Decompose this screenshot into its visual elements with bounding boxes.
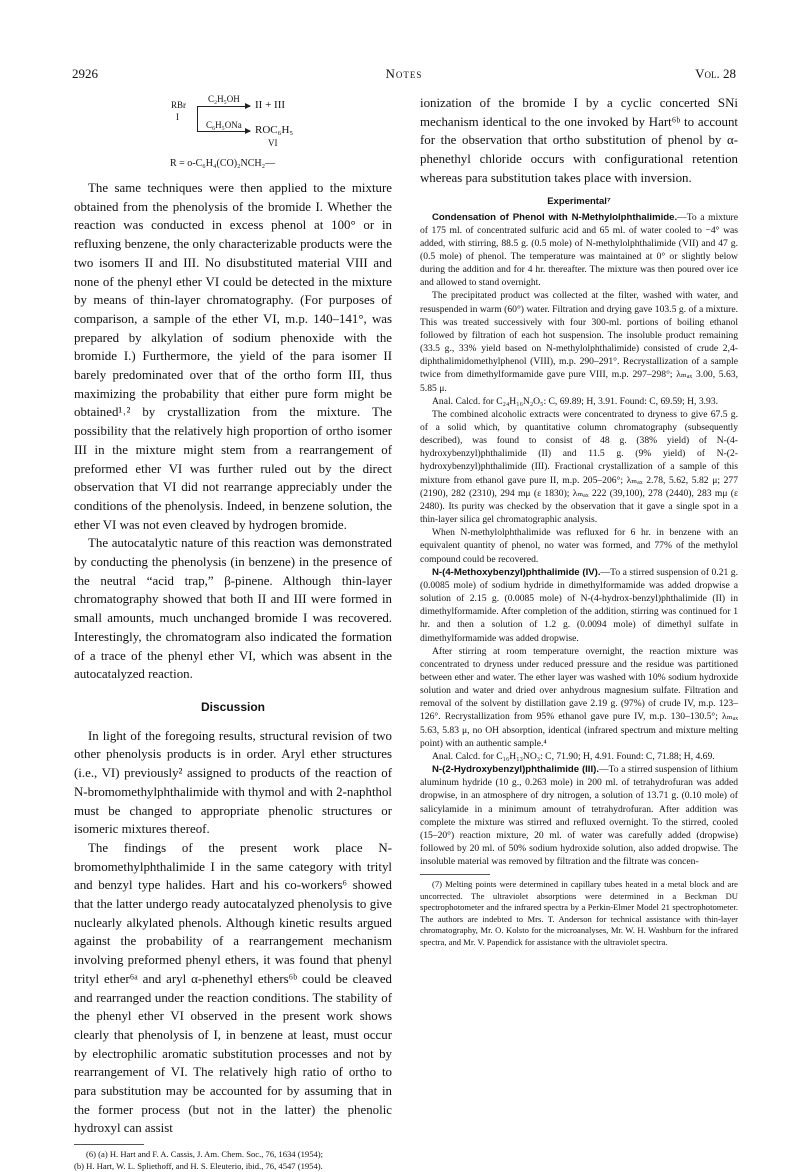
paragraph: ionization of the bromide I by a cyclic concerted SNi mechanism identical to the one invoked by Hart⁶ᵇ to account for the observation that ortho substitution of phenol by α-phenethyl chloride occurs with configurational retention whereas para substitution takes place with inversion. xyxy=(420,96,738,185)
procedure-heading: N-(2-Hydroxybenzyl)phthalimide (III). xyxy=(432,764,600,776)
reaction-scheme xyxy=(74,94,392,179)
reference: (7) Melting points were determined in capillary tubes heated in a metal block and are uncorrected. The ultraviolet absorptions were determined in a Beckman DU spectrophotometer and the infrared spectra by a Perkin-Elmer Model 21 spectrophotometer. The authors are indebted to Mrs. T. Anderson for technical assistance with thin-layer chromatography, Mr. O. Kolsto for the microanalyses, Mr. W. H. Washburn for the infrared spectra, and Mr. V. Papendick for assistance with the ultraviolet spectra. xyxy=(420,879,738,947)
volume-label: Vol. 28 xyxy=(695,66,736,81)
experimental-body xyxy=(420,211,738,869)
scheme-product-ether: ROC₆H₅ xyxy=(255,124,294,136)
section-heading-experimental: Experimental⁷ xyxy=(547,195,611,207)
footnote-6 xyxy=(74,1149,392,1172)
left-body xyxy=(74,179,392,1138)
page-header xyxy=(72,66,736,86)
scheme-reagent-phenoxide: C₆H₅ONa xyxy=(206,120,242,130)
right-body xyxy=(420,94,738,188)
scheme-r-definition: R = o-C₆H₄(CO)₂NCH₂— xyxy=(170,158,276,169)
branch-line xyxy=(197,106,198,131)
paragraph: The findings of the present work place N-bromomethylphthalimide I in the same category with trityl and benzyl type halides. Hart and his co-workers⁶ showed that the latter undergo ready autocatalyzed phenolysis to give nuclearly alkylated phenols. Although kinetic results argued against the probability of a rearrangement mechanism involving preformed phenyl ethers, it was found that phenyl trityl ether⁶ᵃ and aryl α-phenethyl ethers⁶ᵇ could be cleaved and rearranged under the reaction conditions. The stability of the phenyl ether VI observed in the present work shows clearly that phenolysis of I, in benzene at least, must occur by electrophilic aromatic substitution processes and not by rearrangement of VI. The relatively high ratio of ortho to para substitution may be accounted for by assuming that in the former process (but not in the latter) the phenolic hydroxyl can assist xyxy=(74,840,392,1136)
scheme-reagent-ethanol: C₂H₅OH xyxy=(208,94,240,104)
procedure-heading: Condensation of Phenol with N-Methylolphthalimide. xyxy=(432,211,678,223)
reaction-arrow-1 xyxy=(197,106,250,107)
scheme-product-II-III: II + III xyxy=(255,99,286,111)
analysis: Anal. Calcd. for C₁₆H₁₃NO₃: C, 71.90; H, 4.91. Found: C, 71.88; H, 4.69. xyxy=(432,750,715,762)
procedure-heading: N-(4-Methoxybenzyl)phthalimide (IV). xyxy=(432,566,601,578)
paragraph: The autocatalytic nature of this reaction was demonstrated by conducting the phenolysis (in benzene) in the presence of the neutral “acid trap,” β-pinene. Although thin-layer chromatography showed that both II and III were formed in small amounts, much unchanged bromide I was recovered. Interestingly, the chromatogram also indicated the formation of a trace of the phenyl ether VI, which was absent in the autocatalyzed reaction. xyxy=(74,536,392,682)
paragraph: The combined alcoholic extracts were concentrated to dryness to give 67.5 g. of a solid which, by quantitative column chromatography (subsequently described), was found to consist of 48 g. (38% yield) of N-(4-hydroxybenzyl)phthalimide (II) and 11.5 g. (9% yield) of N-(2-hydroxybenzyl)phthalimide (III). Fractional crystallization of a sample of this mixture from ethanol gave pure II, m.p. 205–206°; λₘₐₓ 2.78, 5.62, 5.82 μ; 277 (2190), 282 (2310), 294 mμ (ε 1830); λₘₐₓ 222 (39,100), 278 (2440), 283 mμ (ε 2480). Its purity was checked by the observation that it gave a single spot in a thin-layer silica gel chromatographic analysis. xyxy=(420,408,738,526)
paragraph-text: —To a stirred suspension of lithium aluminum hydride (10 g., 0.263 mole) in 200 ml. of tetrahydrofuran was added dropwise, in an atmosphere of dry nitrogen, a solution of 13.71 g. (0.10 mole) of salicylamide in a minimum amount of tetrahydrofuran. After addition was complete the mixture was stirred and refluxed overnight. To the stirred, cooled (15–20°) reaction mixture, 20 ml. of water was carefully added (dropwise) followed by 20 ml. of 50% sodium hydroxide solution, also added dropwise. The insoluble material was removed by filtration and the filtrate was concen- xyxy=(420,764,738,868)
scheme-rbr: RBr xyxy=(171,100,187,110)
paragraph xyxy=(420,763,738,868)
left-column xyxy=(74,94,392,1172)
footnote-rule xyxy=(74,1144,144,1145)
paragraph xyxy=(420,211,738,290)
paragraph xyxy=(420,566,738,645)
section-heading-discussion: Discussion xyxy=(200,699,266,714)
analysis: Anal. Calcd. for C₂₄H₁₆N₂O₅: C, 69.89; H, 3.91. Found: C, 69.59; H, 3.93. xyxy=(432,395,719,407)
right-column xyxy=(420,94,738,948)
paragraph-text: —To a stirred suspension of 0.21 g. (0.0085 mole) of sodium hydride in dimethylformamide was added dropwise a solution of 2.15 g. (0.0085 mole) of N-(4-hydrox-benzyl)phthalimide (II) in dimethylformamide. After completion of the addition, stirring was continued for 1 hr. and then a solution of 1.2 g. (0.0094 mole) of dimethyl sulfate in dimethylformamide was added dropwise. xyxy=(420,566,738,644)
paragraph: In light of the foregoing results, structural revision of two other phenolysis products is in order. Aryl ether structures (i.e., VI) previously² assigned to products of the reaction of N-bromomethylphthalimide with thymol and with 2-naphthol must be changed to appropriate phenolic structures or isomeric mixtures thereof. xyxy=(74,728,392,837)
footnote-7 xyxy=(420,879,738,948)
paragraph: After stirring at room temperature overnight, the reaction mixture was concentrated to dryness under reduced pressure and the residue was partitioned between ether and water. The ether layer was washed with 10% sodium hydroxide solution and water and dried over anhydrous magnesium sulfate. Filtration and removal of the solvent by distillation gave 2.19 g. (97%) of crude IV, m.p. 123–126°. Recrystallization from 95% ethanol gave pure IV, m.p. 130–130.5°; λₘₐₓ 5.63, 5.83 μ, no OH absorption, identical (infrared spectrum and mixture melting point) with an authentic sample.⁴ xyxy=(420,645,738,749)
scheme-compound-I: I xyxy=(176,112,179,122)
reference: (b) H. Hart, W. L. Spliethoff, and H. S. Eleuterio, ibid., 76, 4547 (1954). xyxy=(74,1160,323,1171)
paragraph: When N-methylolphthalimide was refluxed for 6 hr. in benzene with an equivalent quantity of phenol, no water was formed, and 77% of the methylol compound could be recovered. xyxy=(420,527,738,565)
reaction-arrow-2 xyxy=(197,131,250,132)
paragraph: The same techniques were then applied to the mixture obtained from the phenolysis of the bromide I. Whether the reaction was conducted in excess phenol at 100° or in refluxing benzene, the only characterizable products were the two isomers II and III. No disubstituted material VIII and none of the phenyl ether VI could be detected in the mixture by means of thin-layer chromatography. (For purposes of comparison, a sample of the ether VI, m.p. 140–141°, was prepared by alkylation of sodium phenoxide with the bromide I.) Furthermore, the yield of the para isomer II barely predominated over that of the ortho form III, thus maximizing the probability that either pure form might be obtained¹˒² by crystallization from the mixture. The possibility that the relatively high proportion of ortho isomer III in the mixture might stem from a rearrangement of preformed ether VI was further ruled out by the direct observation that VI did not rearrange appreciably under the conditions of the phenolysis. Indeed, in benzene solution, the ether VI was not even cleaved by hydrogen bromide. xyxy=(74,181,392,532)
footnote-rule xyxy=(420,874,490,875)
paragraph-text: —To a mixture of 175 ml. of concentrated sulfuric acid and 65 ml. of water cooled to −4° was added, with stirring, 88.5 g. (0.5 mole) of N-methylolphthalimide (VII) and 47 g. (0.5 mole) of phenol. The temperature was maintained at 0° or slightly below during the addition and for 4 hr. thereafter. The mixture was then poured over ice and allowed to stand overnight. xyxy=(420,211,738,289)
page-number: 2926 xyxy=(72,66,98,81)
reference: (6) (a) H. Hart and F. A. Cassis, J. Am. Chem. Soc., 76, 1634 (1954); xyxy=(86,1149,324,1160)
scheme-compound-VI: VI xyxy=(268,138,278,148)
paragraph: The precipitated product was collected at the filter, washed with water, and resuspended in warm (60°) water. Filtration and drying gave 103.5 g. of a mixture. This was treated successively with four 300-ml. portions of boiling ethanol followed by filtration of each hot suspension. The insoluble product remaining (33.5 g., 33% yield based on N-methylolphthalimide) consisted of crude 2,4-diphthalimidomethylphenol (VIII), m.p. 290–291°. Recrystallization of a sample twice from dimethylformamide gave pure VIII, m.p. 297–298°; λₘₐₓ 3.00, 5.63, 5.85 μ. xyxy=(420,290,738,394)
running-title: Notes xyxy=(385,66,423,81)
